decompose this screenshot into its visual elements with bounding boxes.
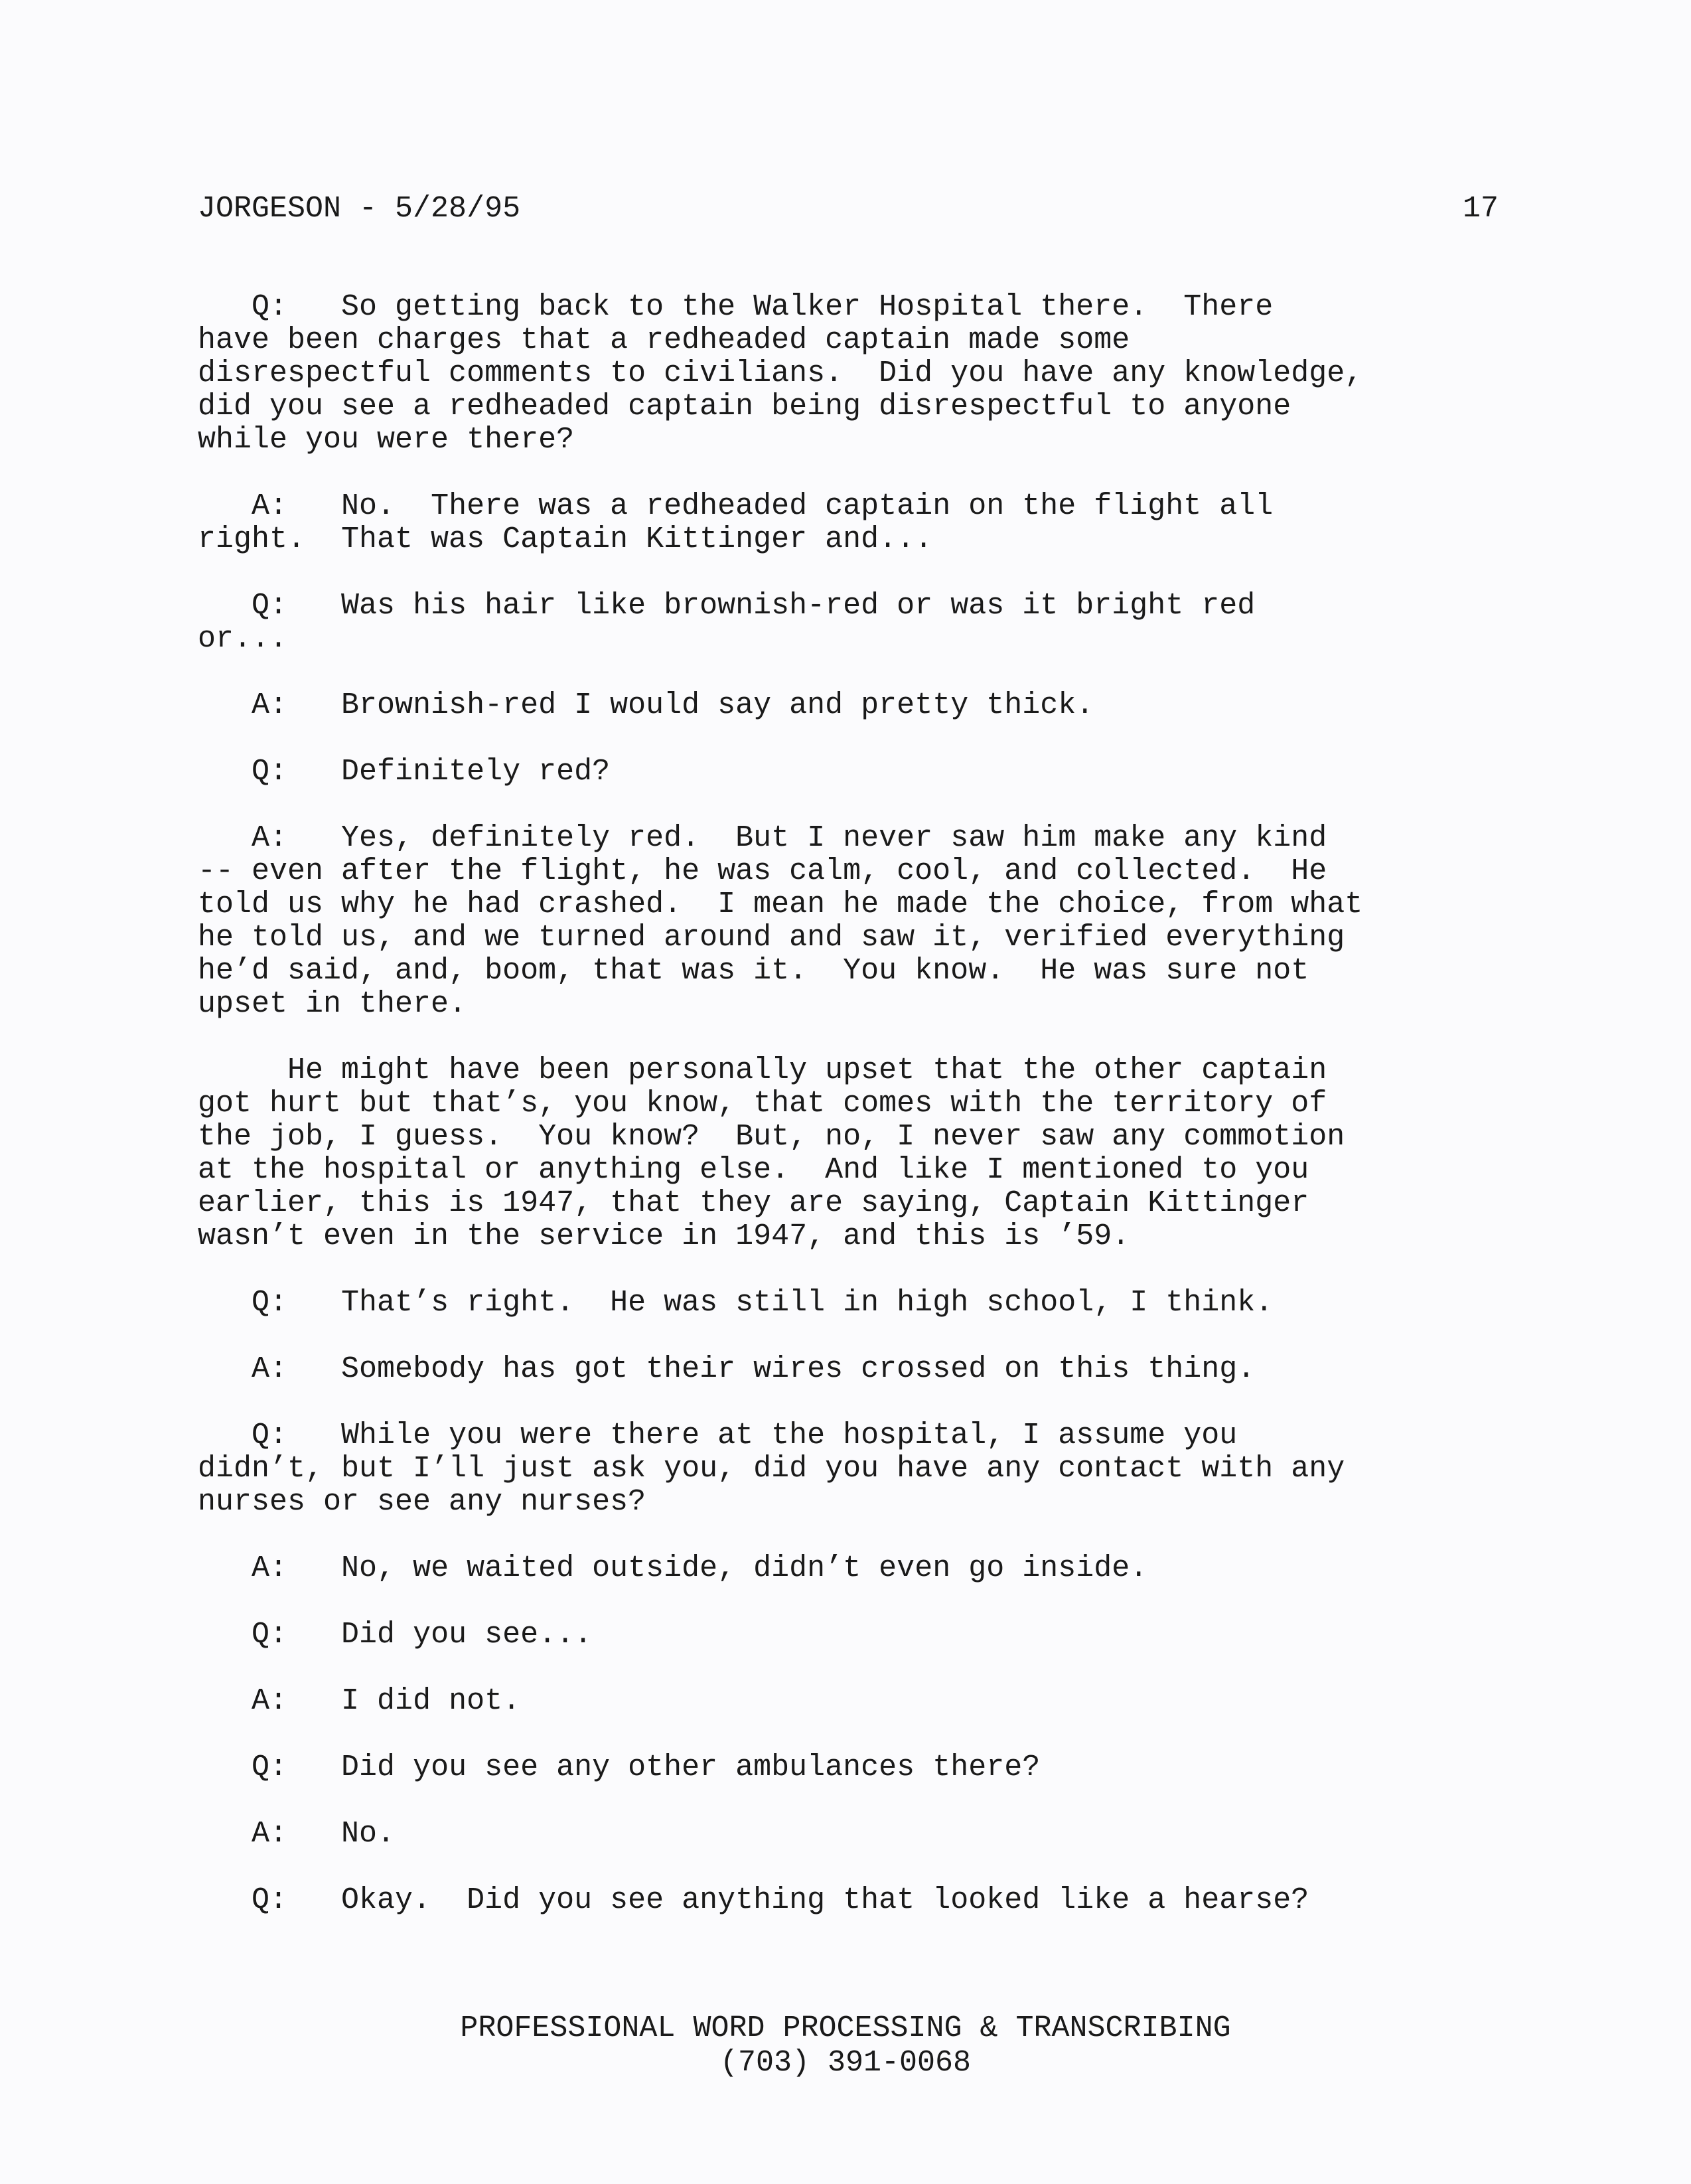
line-text: the job, I guess. You know? But, no, I never saw any commotion — [198, 1120, 1345, 1154]
line-text: So getting back to the Walker Hospital there. There — [341, 290, 1274, 324]
line-text: or... — [198, 622, 288, 656]
speaker-label: Q: — [252, 1419, 288, 1452]
speaker-label: A: — [252, 1684, 288, 1718]
transcript-line — [198, 1452, 1512, 1486]
transcript-line — [198, 1054, 1512, 1087]
transcript-line — [198, 1552, 1512, 1585]
transcript-line — [198, 357, 1512, 390]
speaker-label: A: — [252, 688, 288, 722]
speaker-label: Q: — [252, 290, 288, 324]
speaker-label: Q: — [252, 589, 288, 623]
transcript-line — [198, 1353, 1512, 1386]
transcript-line — [198, 490, 1512, 523]
line-text: Brownish-red I would say and pretty thick. — [341, 688, 1094, 722]
transcript-line — [198, 1618, 1512, 1652]
transcript-entry — [198, 1552, 1512, 1585]
transcript-line — [198, 623, 1512, 656]
line-text: told us why he had crashed. I mean he made the choice, from what — [198, 888, 1363, 921]
transcript-line — [198, 855, 1512, 888]
transcript-line — [198, 1154, 1512, 1187]
line-text: got hurt but that’s, you know, that comes with the territory of — [198, 1087, 1327, 1121]
line-text: I did not. — [341, 1684, 521, 1718]
line-text: while you were there? — [198, 423, 575, 457]
transcript-entry — [198, 689, 1512, 722]
transcript-line — [198, 1685, 1512, 1718]
transcript-entry — [198, 1618, 1512, 1652]
transcript-line — [198, 988, 1512, 1021]
transcript-entry — [198, 1419, 1512, 1519]
transcript-entry — [198, 822, 1512, 1021]
line-text: have been charges that a redheaded captain made some — [198, 323, 1130, 357]
line-text: Definitely red? — [341, 755, 611, 789]
line-text: That’s right. He was still in high school, I think. — [341, 1286, 1274, 1320]
transcript-line — [198, 1220, 1512, 1253]
line-text: Okay. Did you see anything that looked like a hearse? — [341, 1883, 1309, 1917]
speaker-label: A: — [252, 1551, 288, 1585]
transcript-line — [198, 589, 1512, 623]
transcript-entry — [198, 1751, 1512, 1784]
line-text: Did you see... — [341, 1618, 593, 1652]
transcript-line — [198, 424, 1512, 457]
transcript-line — [198, 523, 1512, 556]
transcript-line — [198, 822, 1512, 855]
transcript-line — [198, 888, 1512, 921]
transcript-entry — [198, 1685, 1512, 1718]
transcript-line — [198, 291, 1512, 324]
line-text: didn’t, but I’ll just ask you, did you have any contact with any — [198, 1452, 1345, 1486]
transcript-entry — [198, 589, 1512, 656]
speaker-label: A: — [252, 1817, 288, 1851]
transcript-line — [198, 1884, 1512, 1917]
speaker-label: Q: — [252, 1751, 288, 1784]
line-text: nurses or see any nurses? — [198, 1485, 646, 1519]
speaker-label: A: — [252, 489, 288, 523]
line-text: Did you see any other ambulances there? — [341, 1751, 1041, 1784]
line-text: at the hospital or anything else. And like I mentioned to you — [198, 1153, 1309, 1187]
footer-company: PROFESSIONAL WORD PROCESSING & TRANSCRIBING — [460, 2011, 1231, 2045]
line-text: Yes, definitely red. But I never saw him make any kind — [341, 821, 1327, 855]
line-text: While you were there at the hospital, I assume you — [341, 1419, 1238, 1452]
line-text: Was his hair like brownish-red or was it bright red — [341, 589, 1256, 623]
line-text: right. That was Captain Kittinger and... — [198, 522, 933, 556]
transcript-line — [198, 955, 1512, 988]
line-text: Somebody has got their wires crossed on this thing. — [341, 1352, 1256, 1386]
line-text: No. There was a redheaded captain on the flight all — [341, 489, 1274, 523]
footer-phone: (703) 391-0068 — [719, 2046, 972, 2080]
page-footer — [0, 2011, 1691, 2080]
line-text: He might have been personally upset that the other captain — [287, 1053, 1327, 1087]
transcript-line — [198, 1121, 1512, 1154]
transcript-line — [198, 689, 1512, 722]
transcript-line — [198, 390, 1512, 424]
transcript-line — [198, 1187, 1512, 1220]
line-text: No, we waited outside, didn’t even go inside. — [341, 1551, 1148, 1585]
transcript-entry — [198, 1884, 1512, 1917]
page-header — [198, 189, 1499, 229]
line-text: disrespectful comments to civilians. Did you have any knowledge, — [198, 356, 1363, 390]
page-number: 17 — [1462, 192, 1499, 226]
line-text: earlier, this is 1947, that they are saying, Captain Kittinger — [198, 1186, 1309, 1220]
line-text: -- even after the flight, he was calm, cool, and collected. He — [198, 854, 1327, 888]
transcript-line — [198, 921, 1512, 955]
line-text: he told us, and we turned around and saw it, verified everything — [198, 921, 1345, 955]
speaker-label: Q: — [252, 1286, 288, 1320]
header-title: JORGESON - 5/28/95 — [198, 192, 521, 226]
transcript-line — [198, 1818, 1512, 1851]
transcript-entry — [198, 1818, 1512, 1851]
transcript-entry — [198, 1287, 1512, 1320]
transcript-line — [198, 1287, 1512, 1320]
transcript-body — [198, 291, 1512, 1917]
speaker-label: Q: — [252, 1883, 288, 1917]
transcript-line — [198, 1486, 1512, 1519]
transcript-entry — [198, 1054, 1512, 1253]
transcript-entry — [198, 490, 1512, 556]
transcript-line — [198, 1087, 1512, 1121]
speaker-label: Q: — [252, 755, 288, 789]
speaker-label: A: — [252, 821, 288, 855]
line-text: No. — [341, 1817, 396, 1851]
speaker-label: A: — [252, 1352, 288, 1386]
transcript-entry — [198, 755, 1512, 789]
line-text: upset in there. — [198, 987, 467, 1021]
transcript-entry — [198, 291, 1512, 457]
transcript-line — [198, 324, 1512, 357]
transcript-line — [198, 1419, 1512, 1452]
transcript-line — [198, 755, 1512, 789]
line-text: he’d said, and, boom, that was it. You know. He was sure not — [198, 954, 1309, 988]
line-text: wasn’t even in the service in 1947, and this is ’59. — [198, 1219, 1130, 1253]
speaker-label: Q: — [252, 1618, 288, 1652]
transcript-line — [198, 1751, 1512, 1784]
transcript-entry — [198, 1353, 1512, 1386]
line-text: did you see a redheaded captain being disrespectful to anyone — [198, 390, 1291, 424]
